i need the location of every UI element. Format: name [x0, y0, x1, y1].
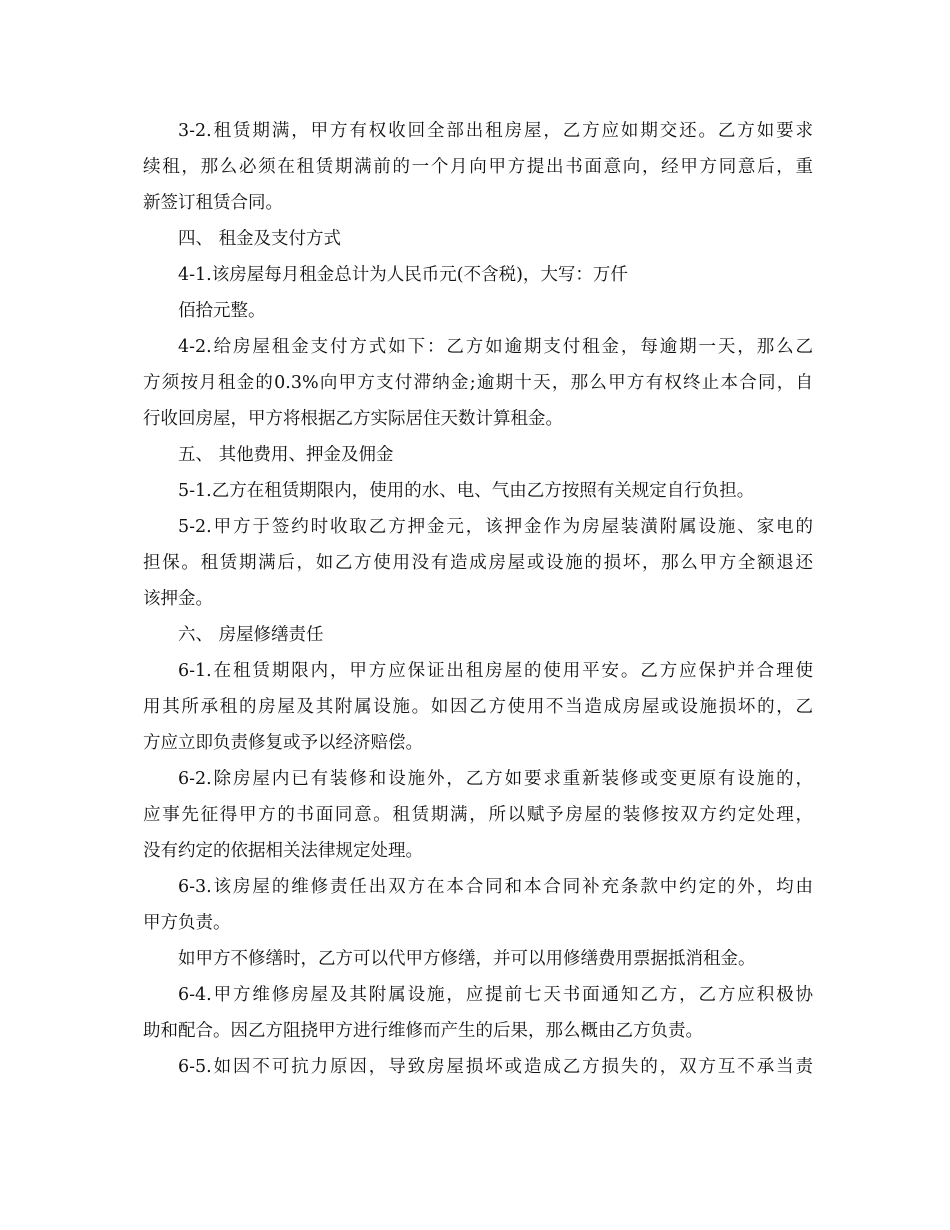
- clause-6-4-line-2: 助和配合。因乙方阻挠甲方进行维修而产生的后果，那么概由乙方负责。: [143, 1021, 703, 1041]
- section-heading-6: 六、 房屋修缮责任: [178, 625, 324, 645]
- clause-3-2-line-2: 续租，那么必须在租赁期满前的一个月向甲方提出书面意向，经甲方同意后，重: [143, 157, 813, 177]
- clause-6-4-line-1: 6-4.甲方维修房屋及其附属设施，应提前七天书面通知乙方，乙方应积极协: [178, 985, 813, 1005]
- clause-6-3-line-2: 甲方负责。: [143, 913, 231, 933]
- clause-4-2-line-2: 方须按月租金的0.3%向甲方支付滞纳金;逾期十天，那么甲方有权终止本合同，自: [143, 373, 813, 393]
- clause-4-2-line-3: 行收回房屋，甲方将根据乙方实际居住天数计算租金。: [143, 409, 563, 429]
- clause-5-2-line-1: 5-2.甲方于签约时收取乙方押金元，该押金作为房屋装潢附属设施、家电的: [178, 517, 813, 537]
- clause-6-2-line-3: 没有约定的依据相关法律规定处理。: [143, 841, 423, 861]
- clause-4-2-line-1: 4-2.给房屋租金支付方式如下：乙方如逾期支付租金，每逾期一天，那么乙: [178, 337, 813, 357]
- clause-6-2-line-1: 6-2.除房屋内已有装修和设施外，乙方如要求重新装修或变更原有设施的，: [178, 769, 813, 789]
- clause-6-3-supplement: 如甲方不修缮时，乙方可以代甲方修缮，并可以用修缮费用票据抵消租金。: [178, 949, 756, 969]
- clause-5-2-line-3: 该押金。: [143, 589, 213, 609]
- clause-6-1-line-1: 6-1.在租赁期限内，甲方应保证出租房屋的使用平安。乙方应保护并合理使: [178, 661, 813, 681]
- clause-6-5-line-1: 6-5.如因不可抗力原因，导致房屋损坏或造成乙方损失的，双方互不承当责: [178, 1057, 813, 1077]
- clause-6-2-line-2: 应事先征得甲方的书面同意。租赁期满，所以赋予房屋的装修按双方约定处理，: [143, 805, 813, 825]
- clause-4-1-line-2: 佰拾元整。: [178, 301, 266, 321]
- clause-3-2-line-3: 新签订租赁合同。: [143, 193, 283, 213]
- section-heading-4: 四、 租金及支付方式: [178, 229, 342, 249]
- clause-3-2-line-1: 3-2.租赁期满，甲方有权收回全部出租房屋，乙方应如期交还。乙方如要求: [178, 121, 813, 141]
- clause-4-1-line-1: 4-1.该房屋每月租金总计为人民币元(不含税)，大写：万仟: [178, 265, 628, 285]
- clause-5-1-line-1: 5-1.乙方在租赁期限内，使用的水、电、气由乙方按照有关规定自行负担。: [178, 481, 755, 501]
- document-body: [143, 115, 813, 1087]
- clause-5-2-line-2: 担保。租赁期满后，如乙方使用没有造成房屋或设施的损坏，那么甲方全额退还: [143, 553, 813, 573]
- clause-6-3-line-1: 6-3.该房屋的维修责任出双方在本合同和本合同补充条款中约定的外，均由: [178, 877, 813, 897]
- section-heading-5: 五、 其他费用、押金及佣金: [178, 445, 394, 465]
- clause-6-1-line-2: 用其所承租的房屋及其附属设施。如因乙方使用不当造成房屋或设施损坏的，乙: [143, 697, 813, 717]
- clause-6-1-line-3: 方应立即负责修复或予以经济赔偿。: [143, 733, 423, 753]
